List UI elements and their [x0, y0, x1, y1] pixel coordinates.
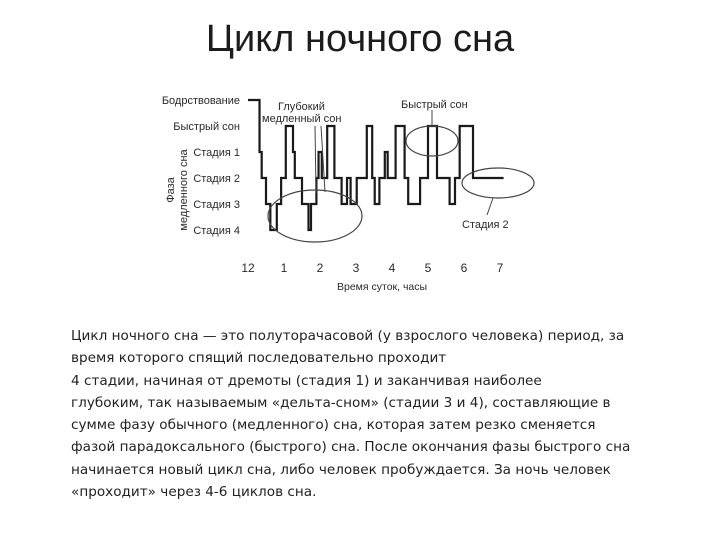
description-line-1-text: — это полуторачасовой (у взрослого человека) период, за: [198, 328, 625, 344]
y-level-label: Стадия 2: [193, 173, 240, 185]
description-line-5: сумме фазу обычного (медленного) сна, которая затем резко сменяется: [71, 417, 596, 434]
description-line-6: фазой парадоксального (быстрого) сна. После окончания фазы быстрого сна: [71, 439, 631, 456]
description-line-7: начинается новый цикл сна, либо человек пробуждается. За ночь человек: [71, 461, 611, 478]
x-tick-label: 1: [280, 261, 288, 275]
annotation-stage-2: Стадия 2: [462, 219, 509, 231]
description-line-1: [71, 325, 671, 347]
annotation-deep-sleep-line-2: медленный сон: [262, 113, 342, 125]
description-line-8: «проходит» через 4-6 циклов сна.: [71, 484, 317, 501]
y-level-label: Стадия 4: [193, 225, 240, 237]
description: [71, 325, 671, 503]
x-axis-label: Время суток, часы: [337, 281, 428, 293]
annotation-rem-sleep: Быстрый сон: [401, 99, 468, 111]
y-level-label: Бодрствование: [161, 95, 240, 107]
x-tick-label: 7: [496, 261, 504, 275]
y-axis-label-line-2: медленного сна: [178, 149, 190, 231]
description-line-4: глубоким, так называемым «дельта-сном» (стадии 3 и 4), составляющие в: [71, 394, 611, 411]
y-axis-label-line-1: Фаза: [165, 177, 177, 203]
y-level-label: Стадия 1: [193, 147, 240, 159]
x-tick-label: 6: [460, 261, 468, 275]
annotation-deep-sleep-line-1: Глубокий: [278, 101, 325, 113]
y-level-label: Быстрый сон: [173, 121, 240, 133]
stage-2-pointer: [487, 198, 493, 215]
rem-sleep-ellipse: [406, 126, 458, 156]
description-line-2: время которого спящий последовательно проходит: [71, 350, 447, 367]
deep-sleep-ellipse: [268, 190, 362, 242]
slide-title: Цикл ночного сна: [205, 18, 515, 60]
x-tick-label: 12: [241, 261, 255, 275]
x-tick-label: 3: [352, 261, 360, 275]
x-tick-label: 4: [388, 261, 396, 275]
deep-sleep-pointer-1: [315, 126, 316, 193]
y-level-label: Стадия 3: [193, 199, 240, 211]
x-tick-label: 2: [316, 261, 324, 275]
description-line-3: 4 стадии, начиная от дремоты (стадия 1) и заканчивая наиболее: [71, 372, 542, 389]
x-tick-label: 5: [424, 261, 432, 275]
description-term: Цикл ночного сна: [71, 328, 199, 344]
stage-2-ellipse: [462, 168, 534, 198]
